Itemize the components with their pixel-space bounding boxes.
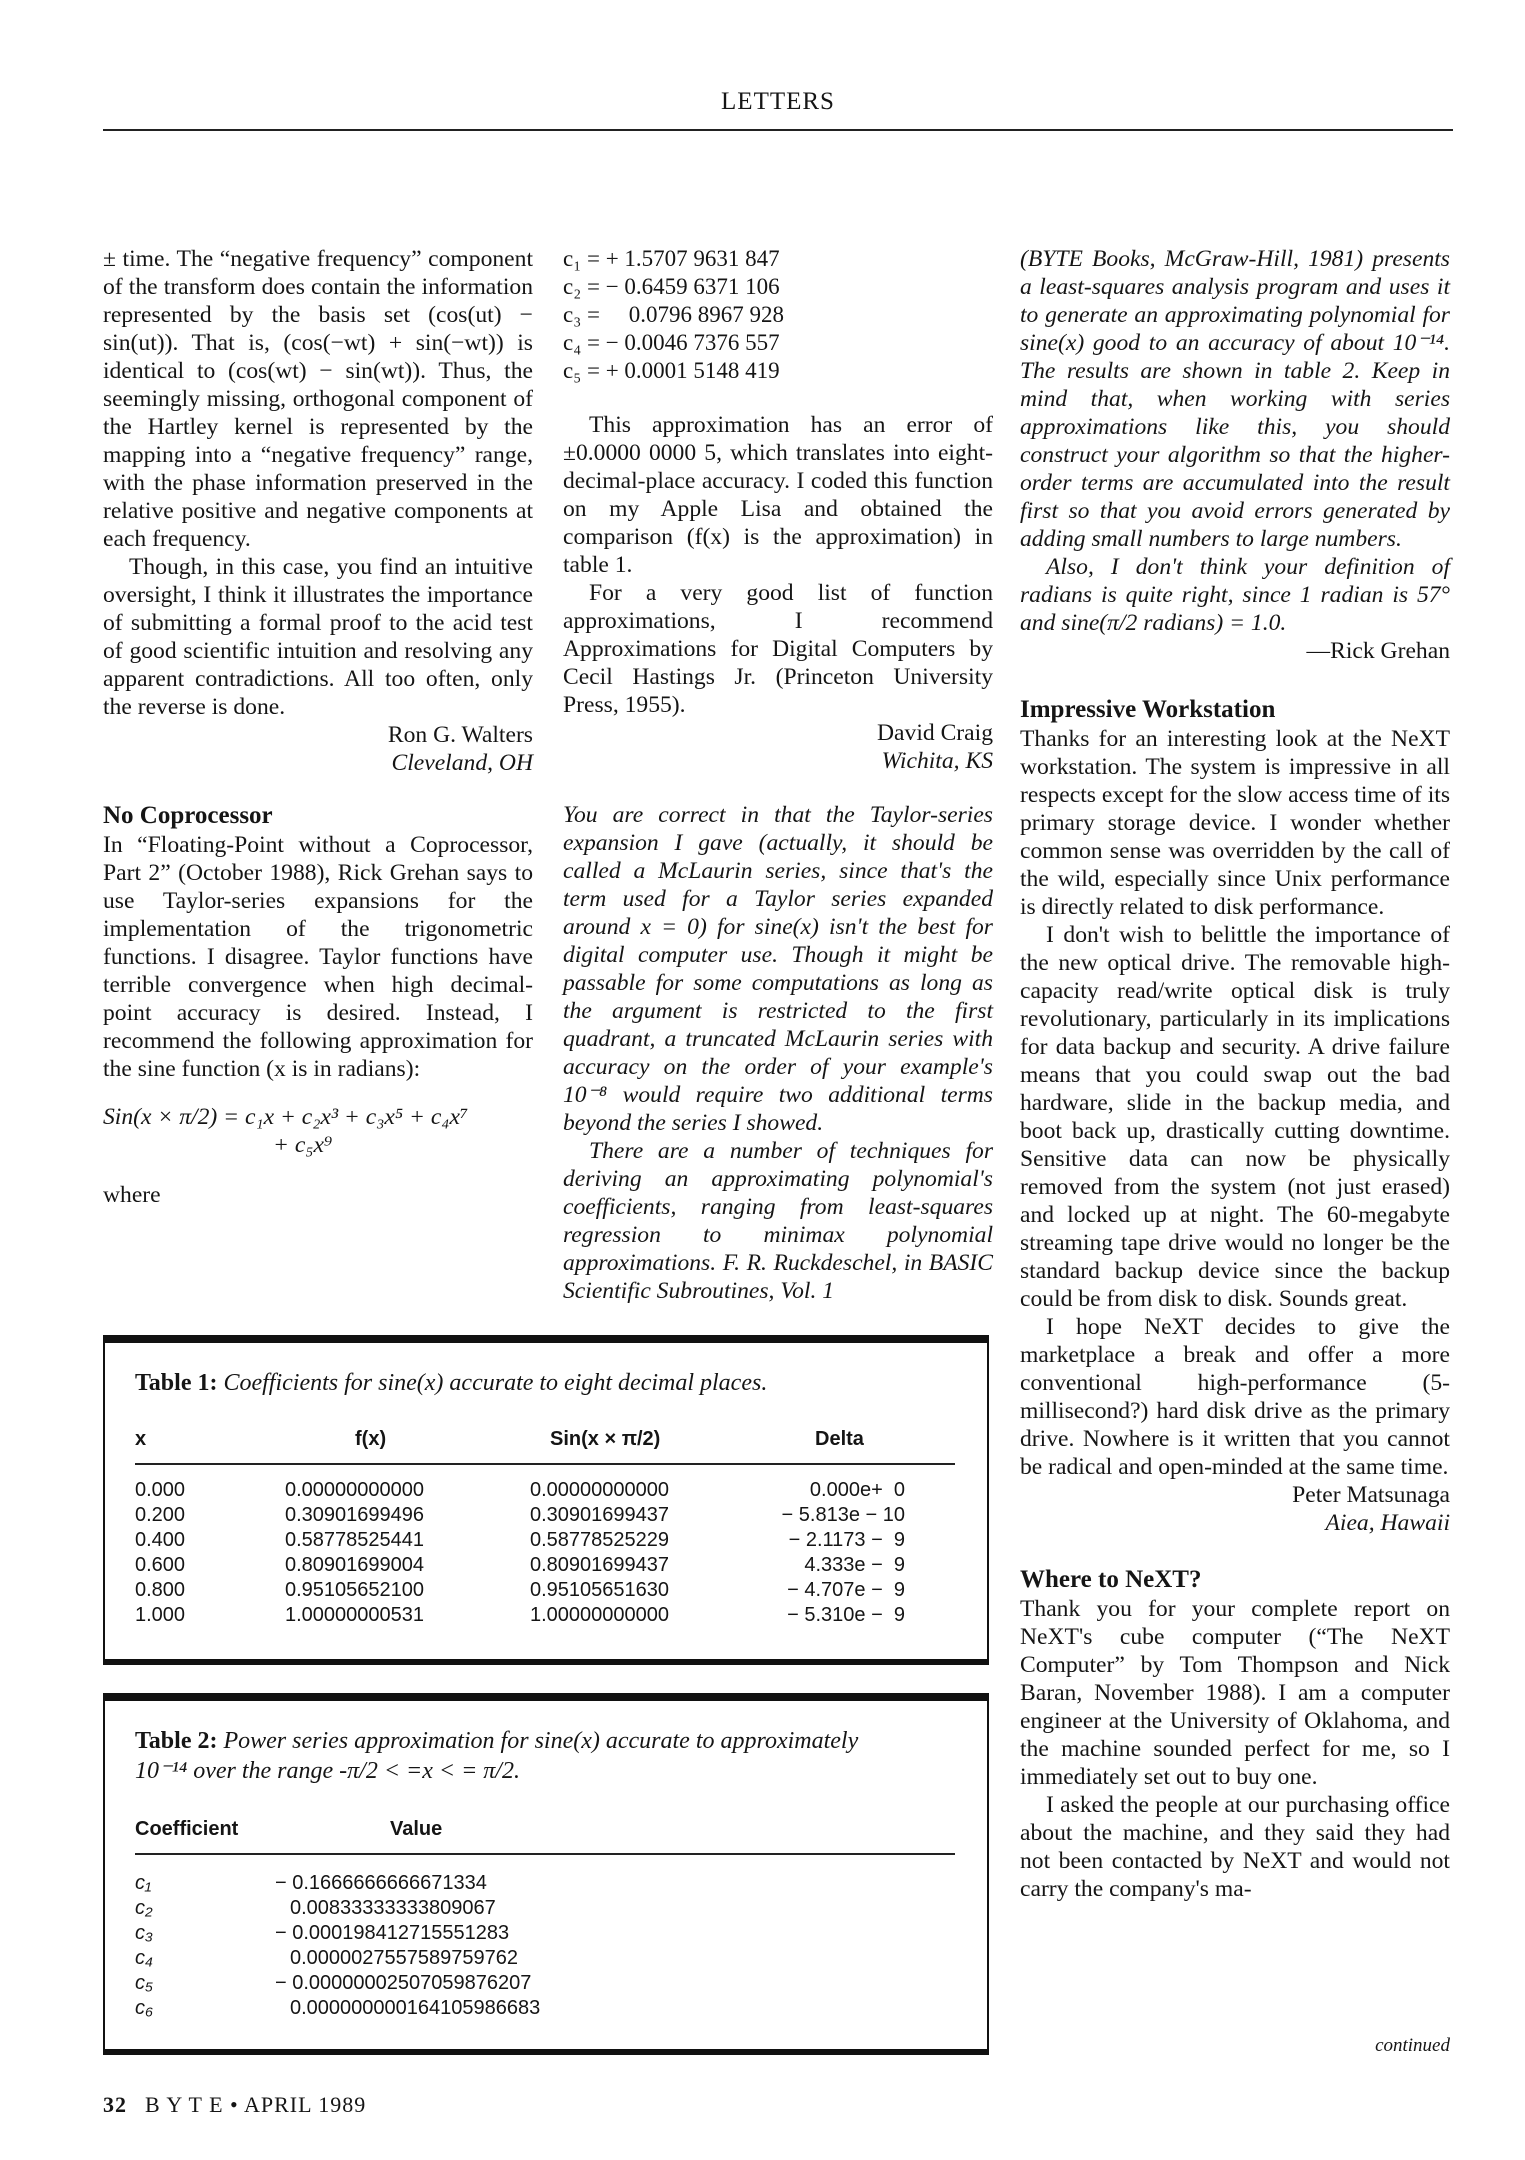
letter4-paragraph-1: Thank you for your complete report on NeXT's cube computer (“The NeXT Computer” by Tom Thompson and Nick Baran, November 1988). I am a computer engineer at the University of Oklahoma, and the machine sounded perfect for me, so I immediately set out to buy one. <box>1020 1596 1450 1790</box>
table-1-cell: 0.80901699437 <box>530 1554 670 1576</box>
letter2-heading: No Coprocessor <box>103 802 273 829</box>
table-1-cell: − 2.1173 − 9 <box>788 1529 905 1551</box>
page-number: 32 <box>103 2092 127 2117</box>
table-1-cell: 0.95105651630 <box>530 1579 670 1601</box>
letter4-heading: Where to NeXT? <box>1020 1566 1202 1593</box>
letter3-paragraph-3: I hope NeXT decides to give the marketplace a break and offer a more conventional high-performance (5-millisecond?) hard disk drive as the primary drive. Nowhere is it written that you cannot be radical and open-minded at the same time. <box>1020 1314 1450 1480</box>
coefficient-line: c₃ = 0.0796 8967 928 <box>563 302 784 327</box>
section-header: LETTERS <box>721 88 835 115</box>
letter3-paragraph-1: Thanks for an interesting look at the NeXT workstation. The system is impressive in all respects except for the slow access time of its primary storage device. I wonder whether common sense was overridden by the call of the wild, especially since Unix performance is directly related to disk performance. <box>1020 726 1450 920</box>
table-1-caption-text: Coefficients for sine(x) accurate to eight decimal places. <box>223 1370 768 1396</box>
table-2-cell: c₅ <box>135 1972 154 1994</box>
table-1-cell: 0.000 <box>135 1479 186 1501</box>
table-1-cell: − 5.310e − 9 <box>787 1604 905 1626</box>
table-1-cell: 0.30901699496 <box>285 1504 425 1526</box>
table-1-cell: 0.800 <box>135 1579 186 1601</box>
table-1-cell: 0.95105652100 <box>285 1579 425 1601</box>
table-1-cell: 0.58778525441 <box>285 1529 425 1551</box>
table-2-header-coefficient: Coefficient <box>135 1818 239 1840</box>
where-text: where <box>103 1182 161 1208</box>
table-1-header-delta: Delta <box>815 1428 864 1450</box>
table-1-cell: 0.00000000000 <box>285 1479 425 1501</box>
table-1 <box>103 1335 989 1665</box>
table-1-cell: 1.00000000000 <box>530 1604 670 1626</box>
letter1-paragraph: ± time. The “negative frequency” component of the transform does contain the information represented by the basis set (cos(ut) − sin(ut)). That is, (cos(−wt) + sin(−wt)) is identical to (cos(wt) − sin(wt)). Thus, the seemingly missing, orthogonal component of the Hartley kernel is represented by the mapping into a “negative frequency” range, with the phase information preserved in the relative positive and negative components at each frequency. <box>103 246 533 552</box>
letter2-location: Wichita, KS <box>881 748 993 774</box>
table-2-cell: 0.00833333333809067 <box>290 1897 496 1919</box>
table-1-cell: 0.00000000000 <box>530 1479 670 1501</box>
table-1-cell: 4.333e − 9 <box>804 1554 905 1576</box>
table-2-cell: 0.0000027557589759762 <box>290 1947 519 1969</box>
table-1-cell: − 5.813e − 10 <box>781 1504 905 1526</box>
table-2-cell: c₂ <box>135 1897 153 1919</box>
table-2-cell: − 0.000198412715551283 <box>275 1922 510 1944</box>
table-1-cell: 0.80901699004 <box>285 1554 425 1576</box>
coefficient-line: c₅ = + 0.0001 5148 419 <box>563 358 780 383</box>
coefficient-line: c₂ = − 0.6459 6371 106 <box>563 274 780 299</box>
table-1-cell: − 4.707e − 9 <box>787 1579 905 1601</box>
table-2-header-value: Value <box>390 1818 443 1840</box>
table-2-cell: − 0.1666666666671334 <box>275 1872 487 1894</box>
column-3 <box>1020 245 1450 1903</box>
table-1-cell: 0.600 <box>135 1554 186 1576</box>
letter3-heading: Impressive Workstation <box>1020 696 1276 723</box>
table-2-cell: c₁ <box>135 1872 152 1894</box>
letter2-paragraph: In “Floating-Point without a Coprocessor, Part 2” (October 1988), Rick Grehan says to use Taylor-series expansions for the implementation of the trigonometric functions. I disagree. Taylor functions have terrible convergence when high decimal-point accuracy is desired. Instead, I recommend the following approximation for the sine function (x is in radians): <box>103 832 533 1082</box>
reply1-paragraph-3: Also, I don't think your definition of radians is quite right, since 1 radian is 57° and sine(π/2 radians) = 1.0. <box>1020 554 1450 636</box>
table-1-cell: 0.30901699437 <box>530 1504 670 1526</box>
table-2-cell: c₃ <box>135 1922 153 1944</box>
table-1-header-x: x <box>135 1428 147 1450</box>
letter1-location: Cleveland, OH <box>391 750 533 776</box>
formula-line-1: Sin(x × π/2) = c₁x + c₂x³ + c₃x⁵ + c₄x⁷ <box>103 1104 469 1130</box>
continued-note: continued <box>1375 2035 1450 2056</box>
magazine-issue: B Y T E • APRIL 1989 <box>145 2092 367 2117</box>
table-1-cell: 0.58778525229 <box>530 1529 670 1551</box>
coefficient-line: c₁ = + 1.5707 9631 847 <box>563 246 780 271</box>
reply1-paragraph-2: There are a number of techniques for deriving an approximating polynomial's coefficients, ranging from least-squares regression to minimax polynomial approximations. F. R. Ruckdeschel, in BASIC Scientific Subroutines, Vol. 1 <box>563 1138 993 1304</box>
table-2-caption <box>135 1726 858 1786</box>
table-1-cell: 0.000e+ 0 <box>809 1479 905 1501</box>
table-1-cell: 1.00000000531 <box>285 1604 425 1626</box>
letter2-paragraph-2: This approximation has an error of ±0.0000 0000 5, which translates into eight-decimal-place accuracy. I coded this function on my Apple Lisa and obtained the comparison (f(x) is the approximation) in table 1. <box>563 412 993 578</box>
table-2-caption-line-1: Power series approximation for sine(x) accurate to approximately <box>223 1728 859 1754</box>
table-2 <box>103 1693 989 2055</box>
table-2-cell: − 0.00000002507059876207 <box>275 1972 532 1994</box>
table-2-cell: 0.000000000164105986683 <box>290 1997 541 2019</box>
letter2-paragraph-3: For a very good list of function approximations, I recommend Approximations for Digital Computers by Cecil Hastings Jr. (Princeton University Press, 1955). <box>563 580 993 718</box>
reply1-author: —Rick Grehan <box>1306 638 1450 664</box>
coefficient-line: c₄ = − 0.0046 7376 557 <box>563 330 780 355</box>
table-1-header-fx: f(x) <box>355 1428 387 1450</box>
table-1-cell: 1.000 <box>135 1604 186 1626</box>
sine-formula <box>103 1103 533 1159</box>
table-2-cell: c₄ <box>135 1947 154 1969</box>
letter3-location: Aiea, Hawaii <box>1325 1510 1450 1536</box>
letter2-author: David Craig <box>877 720 993 746</box>
table-2-cell: c₆ <box>135 1997 154 2019</box>
column-2 <box>563 245 993 1305</box>
table-2-rule <box>135 1853 955 1855</box>
header-rule <box>103 129 1453 131</box>
reply1-paragraph-1: You are correct in that the Taylor-series expansion I gave (actually, it should be called a McLaurin series, since that's the term used for a Taylor series expanded around x = 0) for sine(x) isn't the best for digital computer use. Though it might be passable for some computations as long as the argument is restricted to the first quadrant, a truncated McLaurin series with accuracy on the order of your example's 10⁻⁸ would require two additional terms beyond the series I showed. <box>563 802 993 1136</box>
table-1-cell: 0.200 <box>135 1504 186 1526</box>
page-footer <box>103 2092 366 2118</box>
letter3-author: Peter Matsunaga <box>1292 1482 1450 1508</box>
coefficient-list <box>563 245 993 385</box>
table-1-header-sin: Sin(x × π/2) <box>550 1428 661 1450</box>
letter4-paragraph-2: I asked the people at our purchasing office about the machine, and they said they had not been contacted by NeXT and would not carry the company's ma- <box>1020 1792 1450 1902</box>
table-2-caption-line-2: 10⁻¹⁴ over the range -π/2 < =x < = π/2. <box>135 1758 520 1784</box>
table-2-label: Table 2: <box>135 1728 218 1754</box>
reply1-paragraph-2-cont: (BYTE Books, McGraw-Hill, 1981) presents a least-squares analysis program and uses it to generate an approximating polynomial for sine(x) good to an accuracy of about 10⁻¹⁴. The results are shown in table 2. Keep in mind that, when working with series approximations like this, you should construct your algorithm so that the higher-order terms are accumulated into the result first so that you avoid errors generated by adding small numbers to large numbers. <box>1020 246 1450 552</box>
table-1-rule <box>135 1463 955 1465</box>
column-1 <box>103 245 533 1209</box>
letter3-paragraph-2: I don't wish to belittle the importance of the new optical drive. The removable high-capacity read/write optical disk is truly revolutionary, particularly in its implications for data backup and security. A drive failure means that you could swap out the bad hardware, slide in the backup media, and boot back up, drastically cutting downtime. Sensitive data can now be physically removed from the system (not just erased) and locked up at night. The 60-megabyte streaming tape drive would no longer be the standard backup device since the backup could be from disk to disk. Sounds great. <box>1020 922 1450 1312</box>
table-1-caption <box>135 1368 767 1398</box>
formula-line-2: + c₅x⁹ <box>273 1132 333 1158</box>
letter1-paragraph: Though, in this case, you find an intuitive oversight, I think it illustrates the importance of submitting a formal proof to the acid test of good scientific intuition and resolving any apparent contradictions. All too often, only the reverse is done. <box>103 554 533 720</box>
table-1-label: Table 1: <box>135 1370 218 1396</box>
table-1-cell: 0.400 <box>135 1529 186 1551</box>
letter1-author: Ron G. Walters <box>387 722 533 748</box>
